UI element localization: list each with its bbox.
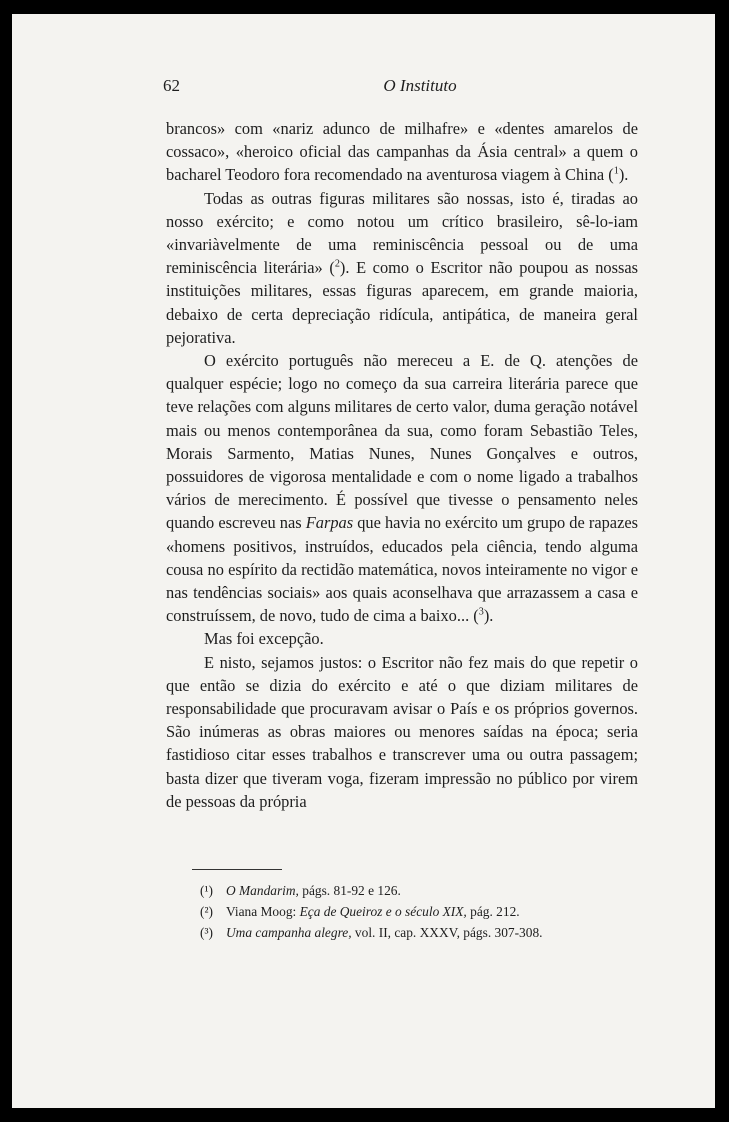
footnote-ref-2: 2	[334, 258, 340, 270]
footnote-3	[200, 922, 620, 943]
footnote-mark: (²)	[200, 904, 213, 919]
body-text	[166, 117, 638, 813]
footnote-rule	[192, 869, 282, 870]
footnote-ref-3: 3	[478, 606, 484, 618]
footnote-title: O Mandarim,	[226, 883, 299, 898]
paragraph-text-end: .	[489, 606, 494, 626]
page-header	[163, 76, 637, 100]
footnote-1	[200, 880, 620, 901]
footnote-mark: (¹)	[200, 883, 213, 898]
footnote-title: Eça de Queiroz e o século XIX,	[299, 904, 467, 919]
paragraph-text: brancos» com «nariz adunco de milhafre» e «dentes amarelos de cossaco», «heroico oficial das campanhas da Ásia central» a quem o bacharel Teodoro fora recomendado na aventurosa viagem à China	[166, 119, 638, 185]
paragraph-4: Mas foi excepção.	[204, 629, 324, 649]
paragraph-2: Todas as outras figuras militares são nossas, isto é, tiradas ao nosso exército; e como notou um crítico brasileiro, sê-lo-iam «invariàvelmente de uma reminiscência pessoal ou de uma reminiscência literária» ($^2$). E como o Escritor não poupou as nossas instituições militares, essas figuras aparecem, em grande maioria, debaixo de certa depreciação ridícula, antipática, de maneira geral pejorativa.	[166, 188, 639, 347]
footnote-ref-text: págs. 81-92 e 126.	[298, 883, 401, 898]
footnotes	[200, 880, 620, 943]
page-number: 62	[163, 76, 180, 95]
footnote-ref-text: pág. 212.	[466, 904, 520, 919]
paragraph-text-end: . E como o Escritor não poupou as nossas instituições militares, essas figuras aparecem, em grande maioria, debaixo de certa depreciação ridícula, antipática, de maneira geral pejorativa.	[166, 258, 639, 347]
footnote-author: Viana Moog:	[226, 904, 300, 919]
paragraph-text-end: .	[624, 165, 629, 185]
footnote-2	[200, 901, 620, 922]
paragraph-text: O exército português não mereceu a E. de Q. atenções de qualquer espécie; logo no começo da sua carreira literária parece que teve relações com alguns militares de certo valor, duma geração notável mais ou menos contemporânea da sua, como foram Sebastião Teles, Morais Sarmento, Matias Nunes, Nunes Gonçalves e outros, possuidores de vigorosa mentalidade e com o nome ligado a trabalhos vários de merecimento. É possível que tivesse o pensamento neles quando escreveu nas	[166, 351, 638, 533]
paragraph-1: brancos» com «nariz adunco de milhafre» e «dentes amarelos de cossaco», «heroico oficial das campanhas da Ásia central» a quem o bacharel Teodoro fora recomendado na aventurosa viagem à China ($^1$).	[166, 119, 638, 185]
paragraph-text-cont: que havia no exército um grupo de rapazes «homens positivos, instruídos, educados pela ciência, tendo alguma cousa no espírito da rectidão matemática, novos inteiramente no vigor e nas tendências sociais» aos quais aconselhava que arrazassem a casa e construíssem, de novo, tudo de cima a baixo...	[166, 513, 639, 626]
footnote-ref-text: vol. II, cap. XXXV, págs. 307-308.	[351, 925, 543, 940]
paragraph-5: E nisto, sejamos justos: o Escritor não fez mais do que repetir o que então se dizia do exército e até o que diziam militares de responsabilidade que procuravam avisar o País e os próprios governos. São inúmeras as obras maiores ou menores saídas na época; seria fastidioso citar esses trabalhos e transcrever uma ou outra passagem; basta dizer que tiveram voga, fizeram impressão no público por virem de pessoas da própria	[166, 652, 638, 811]
running-title: O Instituto	[383, 76, 457, 95]
paragraph-text: Todas as outras figuras militares são nossas, isto é, tiradas ao nosso exército; e como notou um crítico brasileiro, sê-lo-iam «invariàvelmente de uma reminiscência pessoal ou de uma reminiscência literária»	[166, 188, 638, 278]
footnote-mark: (³)	[200, 925, 213, 940]
footnote-ref-1: 1	[613, 165, 619, 177]
paragraph-3: O exército português não mereceu a E. de Q. atenções de qualquer espécie; logo no começo da sua carreira literária parece que teve relações com alguns militares de certo valor, duma geração notável mais ou menos contemporânea da sua, como foram Sebastião Teles, Morais Sarmento, Matias Nunes, Nunes Gonçalves e outros, possuidores de vigorosa mentalidade e com o nome ligado a trabalhos vários de merecimento. É possível que tivesse o pensamento neles quando escreveu nas Farpas que havia no exército um grupo de rapazes «homens positivos, instruídos, educados pela ciência, tendo alguma cousa no espírito da rectidão matemática, novos inteiramente no vigor e nas tendências sociais» aos quais aconselhava que arrazassem a casa e construíssem, de novo, tudo de cima a baixo... ($^3$).	[166, 351, 639, 626]
italic-title-farpas: Farpas	[305, 513, 354, 533]
footnote-title: Uma campanha alegre,	[226, 925, 352, 940]
